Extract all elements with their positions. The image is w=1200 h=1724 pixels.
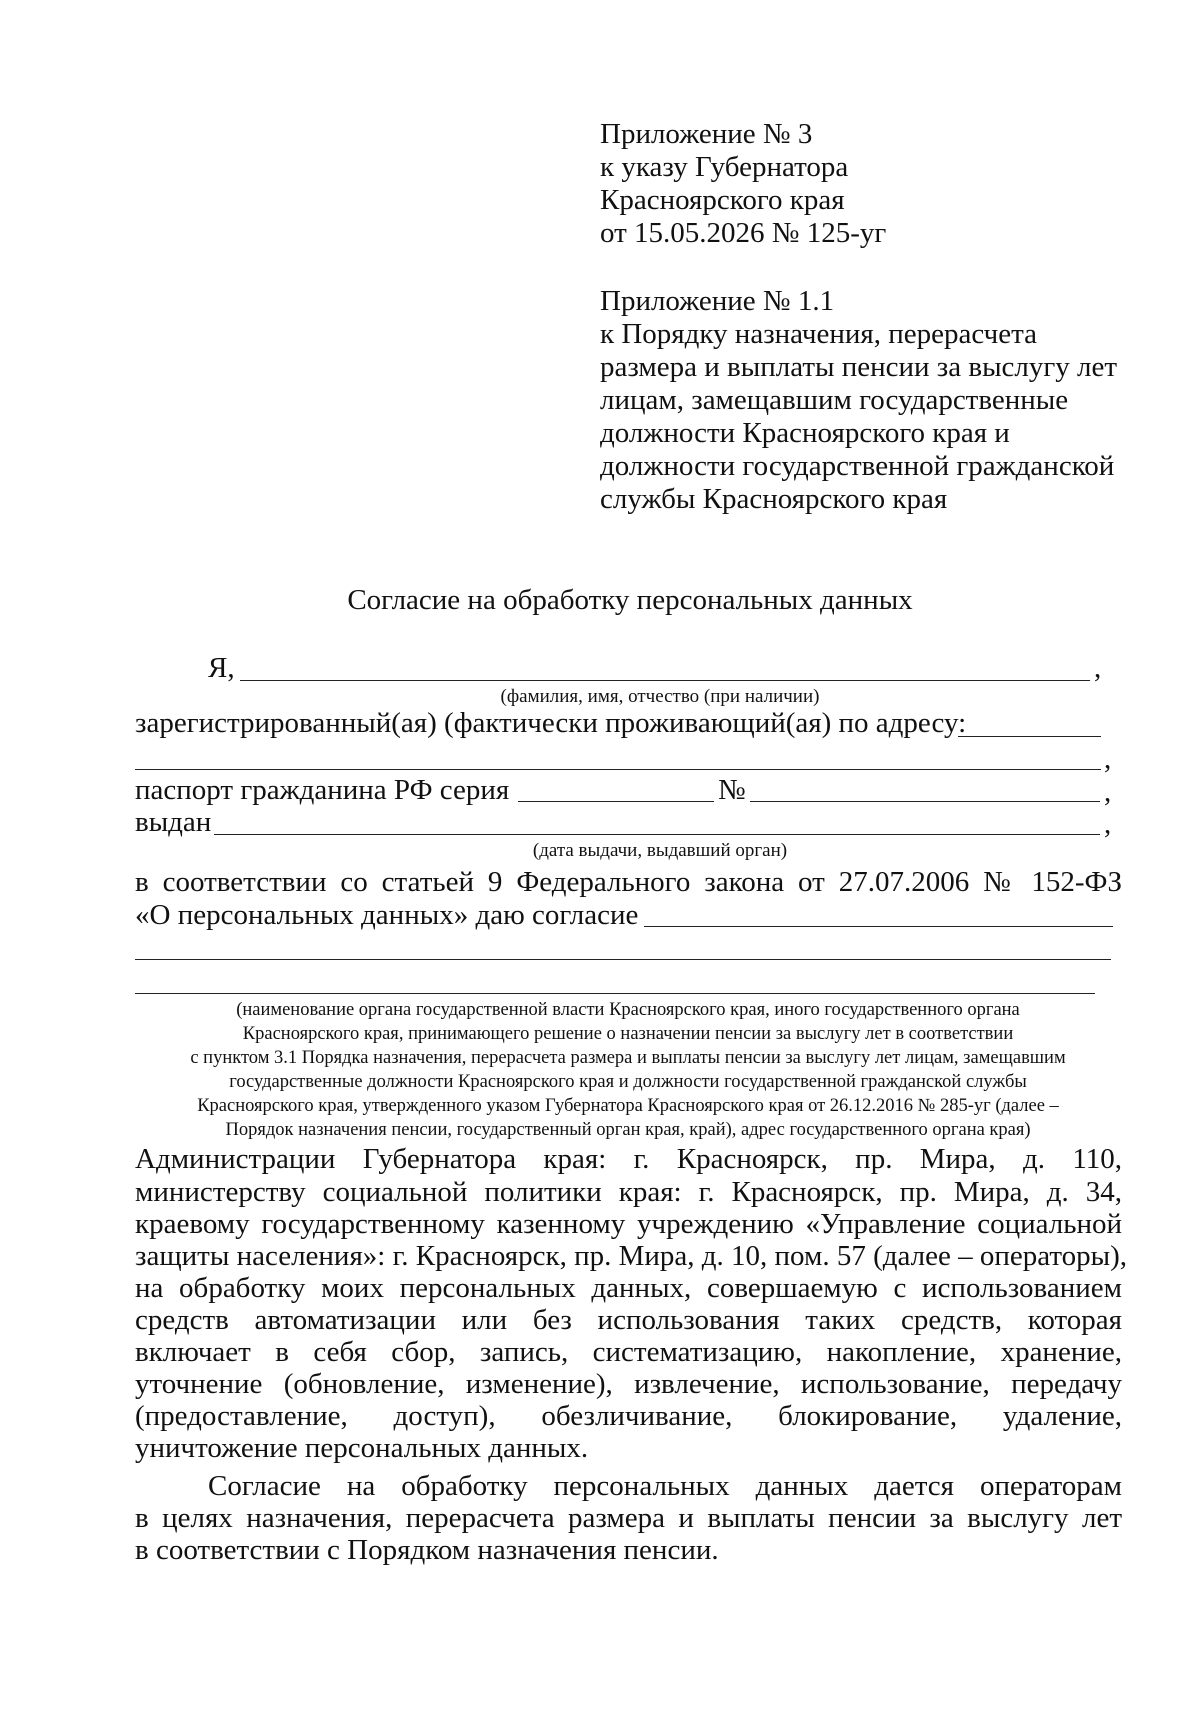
consent-label: «О персональных данных» даю согласие bbox=[135, 899, 639, 931]
appendix-sub-line: должности Красноярского края и bbox=[600, 417, 1010, 449]
passport-number-blank[interactable] bbox=[750, 801, 1100, 802]
body-line: защиты населения»: г. Красноярск, пр. Мира, д. 10, пом. 57 (далее – операторы), bbox=[135, 1240, 1128, 1272]
appendix-sub-header bbox=[600, 285, 1117, 516]
appendix-main-line: к указу Губернатора bbox=[600, 151, 849, 183]
fio-caption: (фамилия, имя, отчество (при наличии) bbox=[500, 686, 820, 707]
fio-comma: , bbox=[1094, 652, 1102, 684]
body-line: Администрации Губернатора края: г. Красноярск, пр. Мира, д. 110, bbox=[135, 1143, 1122, 1175]
passport-comma: , bbox=[1104, 776, 1112, 808]
fio-blank[interactable] bbox=[240, 680, 1090, 681]
law-reference-line: в соответствии со статьей 9 Федерального закона от 27.07.2006 № 152-ФЗ bbox=[135, 866, 1122, 898]
organ-caption-line: Порядок назначения пенсии, государственный орган края, край), адрес государственного органа края) bbox=[225, 1120, 1031, 1140]
body-line: средств автоматизации или без использования таких средств, которая bbox=[135, 1304, 1122, 1336]
passport-number-label: № bbox=[718, 774, 746, 806]
issued-blank[interactable] bbox=[214, 834, 1100, 835]
passport-series-blank[interactable] bbox=[518, 801, 714, 802]
appendix-main-header bbox=[600, 118, 886, 250]
appendix-main-line: от 15.05.2026 № 125-уг bbox=[600, 217, 887, 249]
body-line: включает в себя сбор, запись, систематизацию, накопление, хранение, bbox=[135, 1336, 1122, 1368]
body-line: Согласие на обработку персональных данных дается операторам bbox=[208, 1470, 1122, 1502]
issued-comma: , bbox=[1104, 808, 1112, 840]
organ-caption-line: государственные должности Красноярского края и должности государственной гражданской службы bbox=[229, 1072, 1027, 1092]
consent-organ-blank-3[interactable] bbox=[135, 993, 1095, 994]
i-label: Я, bbox=[208, 652, 235, 684]
document-title: Согласие на обработку персональных данных bbox=[347, 584, 913, 616]
appendix-sub-line: службы Красноярского края bbox=[600, 483, 948, 515]
organ-caption-line: Красноярского края, утвержденного указом Губернатора Красноярского края от 26.12.2016 № 285-уг (далее – bbox=[197, 1096, 1059, 1116]
address-blank-2[interactable] bbox=[135, 769, 1101, 770]
body-line: на обработку моих персональных данных, совершаемую с использованием bbox=[135, 1272, 1122, 1304]
appendix-main-line: Приложение № 3 bbox=[600, 118, 813, 150]
issued-caption: (дата выдачи, выдавший орган) bbox=[532, 840, 788, 861]
address-label: зарегистрированный(ая) (фактически проживающий(ая) по адресу: bbox=[135, 707, 967, 739]
body-line: министерству социальной политики края: г. Красноярск, пр. Мира, д. 34, bbox=[135, 1176, 1122, 1208]
body-line: уничтожение персональных данных. bbox=[135, 1432, 589, 1464]
body-line: краевому государственному казенному учреждению «Управление социальной bbox=[135, 1208, 1122, 1240]
appendix-sub-line: Приложение № 1.1 bbox=[600, 285, 835, 317]
appendix-sub-line: лицам, замещавшим государственные bbox=[600, 384, 1069, 416]
body-line: в соответствии с Порядком назначения пенсии. bbox=[135, 1534, 719, 1566]
address-comma: , bbox=[1104, 743, 1112, 775]
appendix-main-line: Красноярского края bbox=[600, 184, 845, 216]
body-line: уточнение (обновление, изменение), извлечение, использование, передачу bbox=[135, 1368, 1122, 1400]
address-blank-1[interactable] bbox=[958, 736, 1101, 737]
body-line: (предоставление, доступ), обезличивание, блокирование, удаление, bbox=[135, 1400, 1122, 1432]
organ-caption bbox=[128, 998, 1128, 1142]
organ-caption-line: с пунктом 3.1 Порядка назначения, перерасчета размера и выплаты пенсии за выслугу лет лицам, замещавшим bbox=[190, 1048, 1066, 1068]
organ-caption-line: Красноярского края, принимающего решение о назначении пенсии за выслугу лет в соответствии bbox=[242, 1024, 1014, 1044]
appendix-sub-line: размера и выплаты пенсии за выслугу лет bbox=[600, 351, 1118, 383]
appendix-sub-line: к Порядку назначения, перерасчета bbox=[600, 318, 1037, 350]
consent-organ-blank-1[interactable] bbox=[644, 926, 1113, 927]
organ-caption-line: (наименование органа государственной власти Красноярского края, иного государственного органа bbox=[236, 1000, 1020, 1020]
body-line: в целях назначения, перерасчета размера и выплаты пенсии за выслугу лет bbox=[135, 1502, 1122, 1534]
consent-organ-blank-2[interactable] bbox=[135, 959, 1111, 960]
appendix-sub-line: должности государственной гражданской bbox=[600, 450, 1115, 482]
passport-label: паспорт гражданина РФ серия bbox=[135, 774, 510, 806]
issued-label: выдан bbox=[135, 806, 212, 838]
